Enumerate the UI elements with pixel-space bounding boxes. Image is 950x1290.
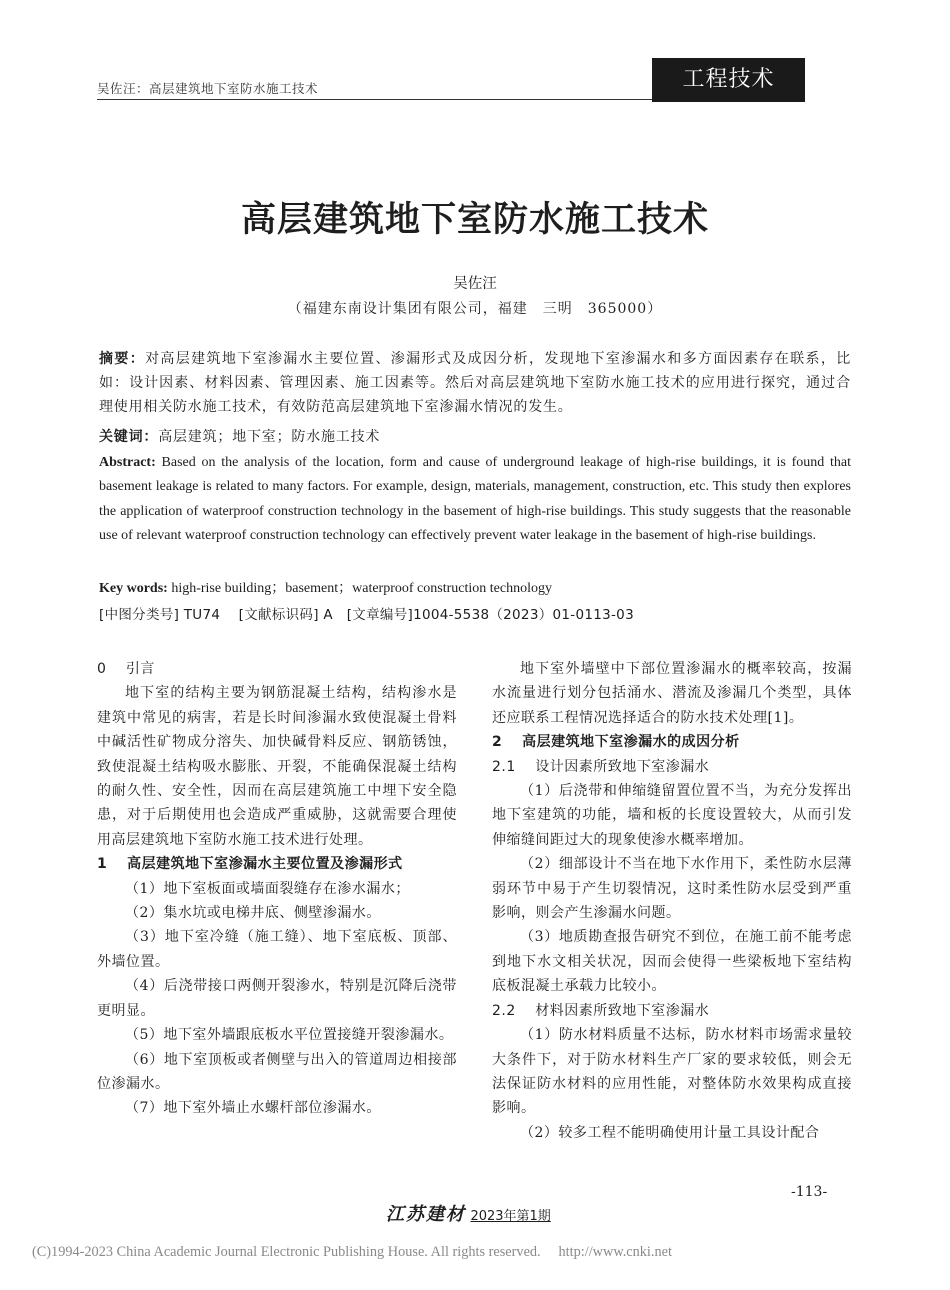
list-item: （2）集水坑或电梯井底、侧壁渗漏水。 [125, 905, 381, 922]
section-heading-intro: 0 引言 [97, 661, 155, 677]
list-item: （2）较多工程不能明确使用计量工具设计配合 [520, 1124, 820, 1141]
article-id-label: [文章编号] [346, 607, 414, 623]
list-item: （2）细部设计不当在地下水作用下，柔性防水层薄弱环节中易于产生切裂情况，这时柔性防水层受到严重影响，则会产生渗漏水问题。 [492, 856, 852, 922]
keywords-cn-label: 关键词： [99, 429, 159, 445]
author: 吴佐汪 [453, 276, 497, 292]
page-number: -113- [791, 1184, 828, 1200]
abstract-cn-label: 摘要： [99, 351, 146, 367]
list-item: （1）后浇带和伸缩缝留置位置不当，为充分发挥出地下室建筑的功能，墙和板的长度设置较大，从而引发伸缩缝间距过大的现象使渗水概率增加。 [492, 783, 852, 848]
section-tab: 工程技术 [652, 58, 805, 102]
subsection-heading-2-1: 2.1 设计因素所致地下室渗漏水 [492, 758, 710, 775]
abstract-en [99, 451, 851, 548]
affiliation: （福建东南设计集团有限公司，福建 三明 365000） [287, 301, 663, 317]
keywords-cn-text: 高层建筑；地下室；防水施工技术 [158, 429, 381, 445]
list-item: （1）防水材料质量不达标，防水材料市场需求量较大条件下，对于防水材料生产厂家的要求较低，则会无法保证防水材料的应用性能，对整体防水效果构成直接影响。 [492, 1027, 852, 1117]
classification-line [99, 603, 851, 627]
abstract-en-label: Abstract: [99, 455, 156, 470]
list-item: （1）地下室板面或墙面裂缝存在渗水漏水； [125, 880, 410, 897]
list-item: （4）后浇带接口两侧开裂渗水，特别是沉降后浇带更明显。 [97, 978, 457, 1019]
list-item: （3）地质勘查报告研究不到位，在施工前不能考虑到地下水文相关状况，因而会使得一些梁板地下室结构底板混凝土承载力比较小。 [492, 929, 852, 995]
article-id-value: 1004-5538（2023）01-0113-03 [413, 607, 634, 623]
journal-issue: 2023年第1期 [470, 1209, 551, 1224]
section-heading-2: 2 高层建筑地下室渗漏水的成因分析 [492, 734, 740, 751]
doc-code-value: A [318, 607, 347, 623]
abstract-cn [99, 347, 851, 419]
running-head: 吴佐汪：高层建筑地下室防水施工技术 [97, 81, 319, 96]
keywords-en [99, 577, 851, 601]
clc-value: TU74 [179, 607, 239, 623]
list-item: （5）地下室外墙跟底板水平位置接缝开裂渗漏水。 [125, 1027, 454, 1044]
list-item: （3）地下室冷缝（施工缝）、地下室底板、顶部、外墙位置。 [97, 929, 457, 970]
paragraph-leak-types: 地下室外墙壁中下部位置渗漏水的概率较高，按漏水流量进行划分包括涌水、潜流及渗漏几个类型，具体还应联系工程情况选择适合的防水技术处理[1]。 [492, 661, 852, 726]
keywords-en-label: Key words: [99, 581, 168, 596]
list-item: （6）地下室顶板或者侧壁与出入的管道周边相接部位渗漏水。 [97, 1051, 457, 1092]
keywords-en-text: high-rise building；basement；waterproof construction technology [167, 581, 552, 596]
right-column [492, 657, 852, 1145]
subsection-heading-2-2: 2.2 材料因素所致地下室渗漏水 [492, 1002, 710, 1019]
section-heading-1: 1 高层建筑地下室渗漏水主要位置及渗漏形式 [97, 856, 403, 873]
left-column [97, 657, 457, 1121]
keywords-cn [99, 425, 851, 449]
paragraph-intro: 地下室的结构主要为钢筋混凝土结构，结构渗水是建筑中常见的病害，若是长时间渗漏水致使混凝土骨料中碱活性矿物成分溶失、加快碱骨料反应、钢筋锈蚀，致使混凝土结构吸水膨胀、开裂，不能确保混凝土结构的耐久性、安全性，因而在高层建筑施工中埋下安全隐患，对于后期使用也会造成严重威胁，这就需要合理使用高层建筑地下室防水施工技术进行处理。 [97, 685, 457, 848]
doc-code-label: [文献标识码] [238, 607, 319, 623]
header-rule [97, 99, 653, 100]
abstract-cn-text: 对高层建筑地下室渗漏水主要位置、渗漏形式及成因分析，发现地下室渗漏水和多方面因素存在联系，比如：设计因素、材料因素、管理因素、施工因素等。然后对高层建筑地下室防水施工技术的应用进行探究，通过合理使用相关防水施工技术，有效防范高层建筑地下室渗漏水情况的发生。 [99, 351, 851, 415]
clc-label: [中图分类号] [99, 607, 180, 623]
journal-footer [386, 1200, 551, 1226]
journal-logo: 江苏建材 [386, 1204, 466, 1225]
article-title: 高层建筑地下室防水施工技术 [240, 199, 709, 240]
list-item: （7）地下室外墙止水螺杆部位渗漏水。 [125, 1100, 381, 1117]
abstract-en-text: Based on the analysis of the location, form and cause of underground leakage of high-rise buildings, it is found that basement leakage is related to many factors. For example, design, materials, management, construction, etc. This study then explores the application of waterproof construction technology in the basement of high-rise buildings. This study suggests that the reasonable use of relevant waterproof construction technology can effectively prevent water leakage in the basement of high-rise buildings. [99, 455, 851, 543]
copyright-line: (C)1994-2023 China Academic Journal Electronic Publishing House. All rights reserved. http://www.cnki.net [32, 1244, 672, 1260]
